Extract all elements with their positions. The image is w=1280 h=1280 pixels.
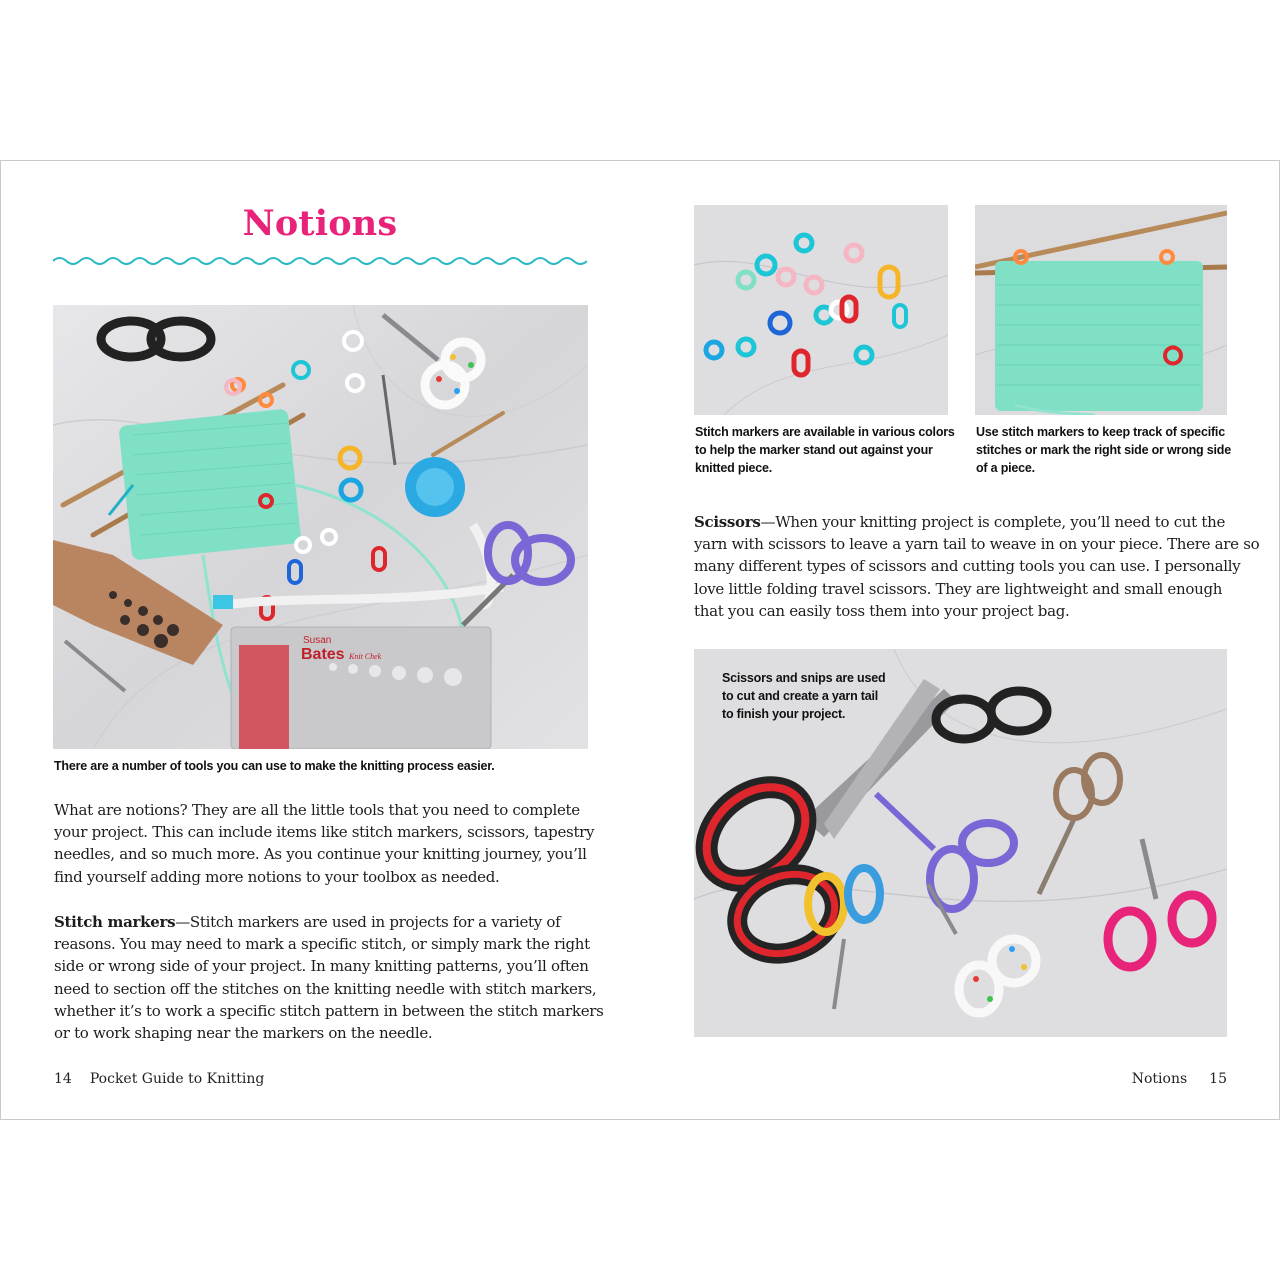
- swatch-with-markers-photo: [975, 205, 1227, 415]
- caption-line: Use stitch markers to keep track of specific: [976, 425, 1225, 439]
- scissors-photo-caption: [722, 669, 922, 723]
- term-scissors: Scissors: [694, 513, 761, 531]
- right-page: [640, 161, 1279, 1119]
- swatch-caption: [976, 423, 1236, 477]
- book-spread: [0, 160, 1280, 1120]
- left-page-footer: [54, 1071, 264, 1087]
- page-number: 14: [54, 1071, 72, 1087]
- text-line: need to section off the stitches on the knitting needle with stitch markers,: [54, 979, 597, 998]
- caption-line: Scissors and snips are used: [722, 671, 886, 685]
- running-head: Pocket Guide to Knitting: [89, 1071, 265, 1087]
- svg-text:Bates: Bates: [301, 646, 345, 663]
- text-line: [694, 511, 1234, 533]
- right-page-footer: [1132, 1071, 1227, 1087]
- caption-line: of a piece.: [976, 461, 1035, 475]
- page-title: Notions: [242, 203, 398, 244]
- text-line: whether it’s to work a specific stitch pattern in between the stitch markers: [54, 1001, 604, 1020]
- main-photo-caption: There are a number of tools you can use to make the knitting process easier.: [54, 759, 495, 773]
- text-line: love little folding travel scissors. They are lightweight and small enough: [694, 579, 1223, 598]
- caption-line: to cut and create a yarn tail: [722, 689, 879, 703]
- caption-line: stitches or mark the right side or wrong side: [976, 443, 1231, 457]
- stitch-markers-photo: [694, 205, 948, 415]
- caption-line: Stitch markers are available in various colors: [695, 425, 955, 439]
- text-line: many different types of scissors and cutting tools you can use. I personally: [694, 557, 1241, 576]
- text-run: —Stitch markers are used in projects for a variety of: [175, 913, 561, 931]
- scissors-photo: [694, 649, 1227, 1037]
- text-line: or to work shaping near the markers on the needle.: [54, 1024, 433, 1043]
- intro-paragraph: [54, 799, 594, 888]
- running-head: Notions: [1131, 1071, 1188, 1087]
- text-line: reasons. You may need to mark a specific stitch, or simply mark the right: [54, 935, 590, 954]
- text-line: [54, 911, 594, 933]
- term-stitch-markers: Stitch markers: [54, 913, 176, 931]
- text-line: find yourself adding more notions to your toolbox as needed.: [54, 867, 500, 886]
- caption-line: to finish your project.: [722, 707, 846, 721]
- caption-line: knitted piece.: [695, 461, 773, 475]
- svg-text:Knit Chek: Knit Chek: [349, 652, 382, 661]
- left-page: [1, 161, 640, 1119]
- text-run: —When your knitting project is complete, you’ll need to cut the: [760, 513, 1226, 531]
- caption-line: to help the marker stand out against your: [695, 443, 933, 457]
- svg-text:Susan: Susan: [303, 635, 332, 646]
- text-line: yarn with scissors to leave a yarn tail to weave in on your piece. There are so: [694, 535, 1260, 554]
- text-line: your project. This can include items like stitch markers, scissors, tapestry: [54, 823, 595, 842]
- wavy-divider: [53, 255, 587, 267]
- notions-flatlay-photo: [53, 305, 588, 749]
- scissors-paragraph: [694, 511, 1260, 622]
- page-number: 15: [1209, 1071, 1227, 1087]
- stitch-markers-paragraph: [54, 911, 604, 1044]
- text-line: What are notions? They are all the little tools that you need to complete: [54, 801, 580, 819]
- text-line: side or wrong side of your project. In many knitting patterns, you’ll often: [54, 957, 589, 976]
- stitch-markers-caption: [695, 423, 955, 477]
- text-line: that you can easily toss them into your project bag.: [694, 601, 1070, 620]
- text-line: needles, and so much more. As you continue your knitting journey, you’ll: [54, 845, 587, 864]
